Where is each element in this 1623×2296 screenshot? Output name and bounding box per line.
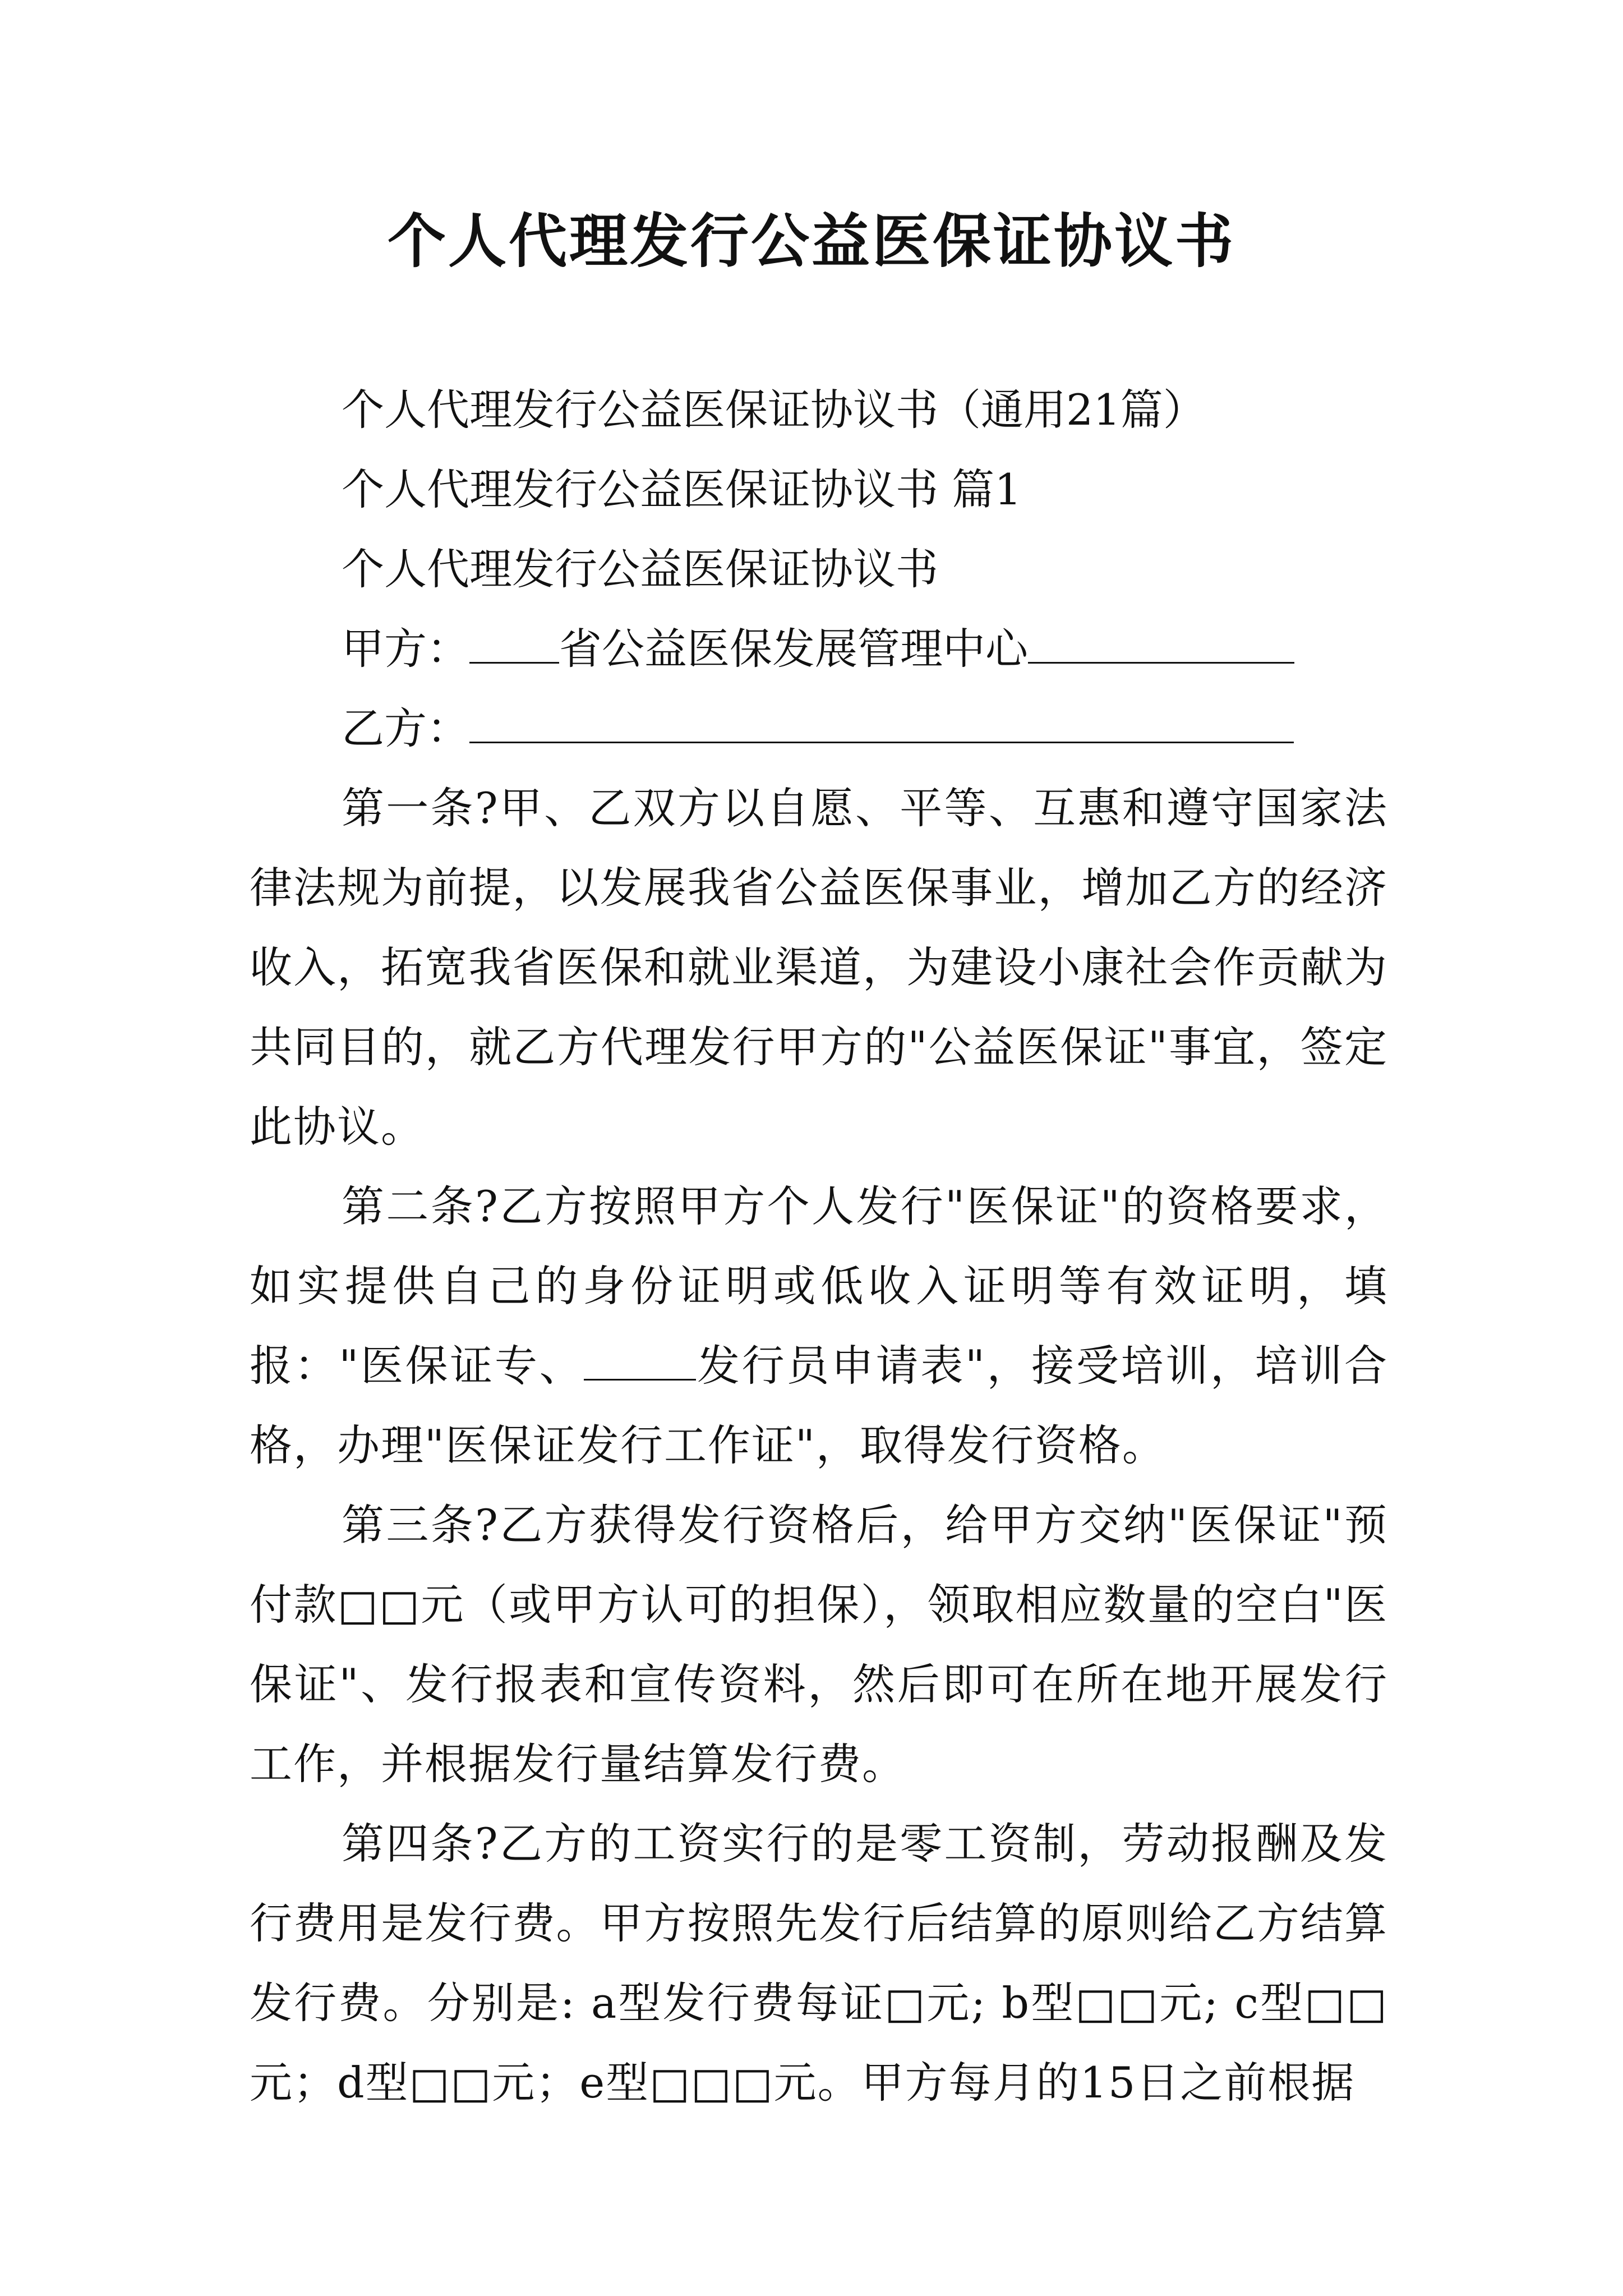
article-3: 第三条?乙方获得发行资格后，给甲方交纳"医保证"预付款□□元（或甲方认可的担保），领取相应数量的空白"医保证"、发行报表和宣传资料，然后即可在所在地开展发行工作，并根据发行量结算发行费。 xyxy=(250,1500,1388,1789)
section-heading: 个人代理发行公益医保证协议书 篇1 xyxy=(342,464,1022,514)
party-a-line xyxy=(250,609,1388,689)
document-title: 个人代理发行公益医保证协议书 xyxy=(387,206,1235,275)
article-2-text-1: 第二条?乙方按照甲方个人发行"医保证"的资格要求，如实提供自己的身份证明或低收入证明等有效证明，填报："医保证专、 xyxy=(250,1181,1388,1391)
party-a-name: 省公益医保发展管理中心 xyxy=(559,624,1028,674)
agreement-title: 个人代理发行公益医保证协议书 xyxy=(342,544,938,594)
party-a-blank-after xyxy=(1028,623,1294,664)
article-2 xyxy=(250,1167,1388,1485)
party-b-label: 乙方： xyxy=(342,703,469,753)
subtitle: 个人代理发行公益医保证协议书（通用21篇） xyxy=(342,385,1206,435)
article-1: 第一条?甲、乙双方以自愿、平等、互惠和遵守国家法律法规为前提，以发展我省公益医保事业，增加乙方的经济收入，拓宽我省医保和就业渠道，为建设小康社会作贡献为共同目的，就乙方代理发行甲方的"公益医保证"事宜，签定此协议。 xyxy=(250,783,1388,1152)
document-body xyxy=(250,370,1388,2123)
party-b-line xyxy=(250,689,1388,769)
party-a-label: 甲方： xyxy=(342,624,469,674)
article-4: 第四条?乙方的工资实行的是零工资制，劳动报酬及发行费用是发行费。甲方按照先发行后结算的原则给乙方结算发行费。分别是: a型发行费每证□元; b型□□元; c型□□元；d型□□元；e型□□□元。甲方每月的15日之前根据 xyxy=(250,1819,1388,2108)
article-2-blank xyxy=(584,1340,696,1381)
article-2-text-2: 发行员申请表"，接受培训，培训合格，办理"医保证发行工作证"，取得发行资格。 xyxy=(250,1341,1388,1470)
party-b-blank xyxy=(469,702,1294,743)
party-a-blank-before xyxy=(469,623,559,664)
